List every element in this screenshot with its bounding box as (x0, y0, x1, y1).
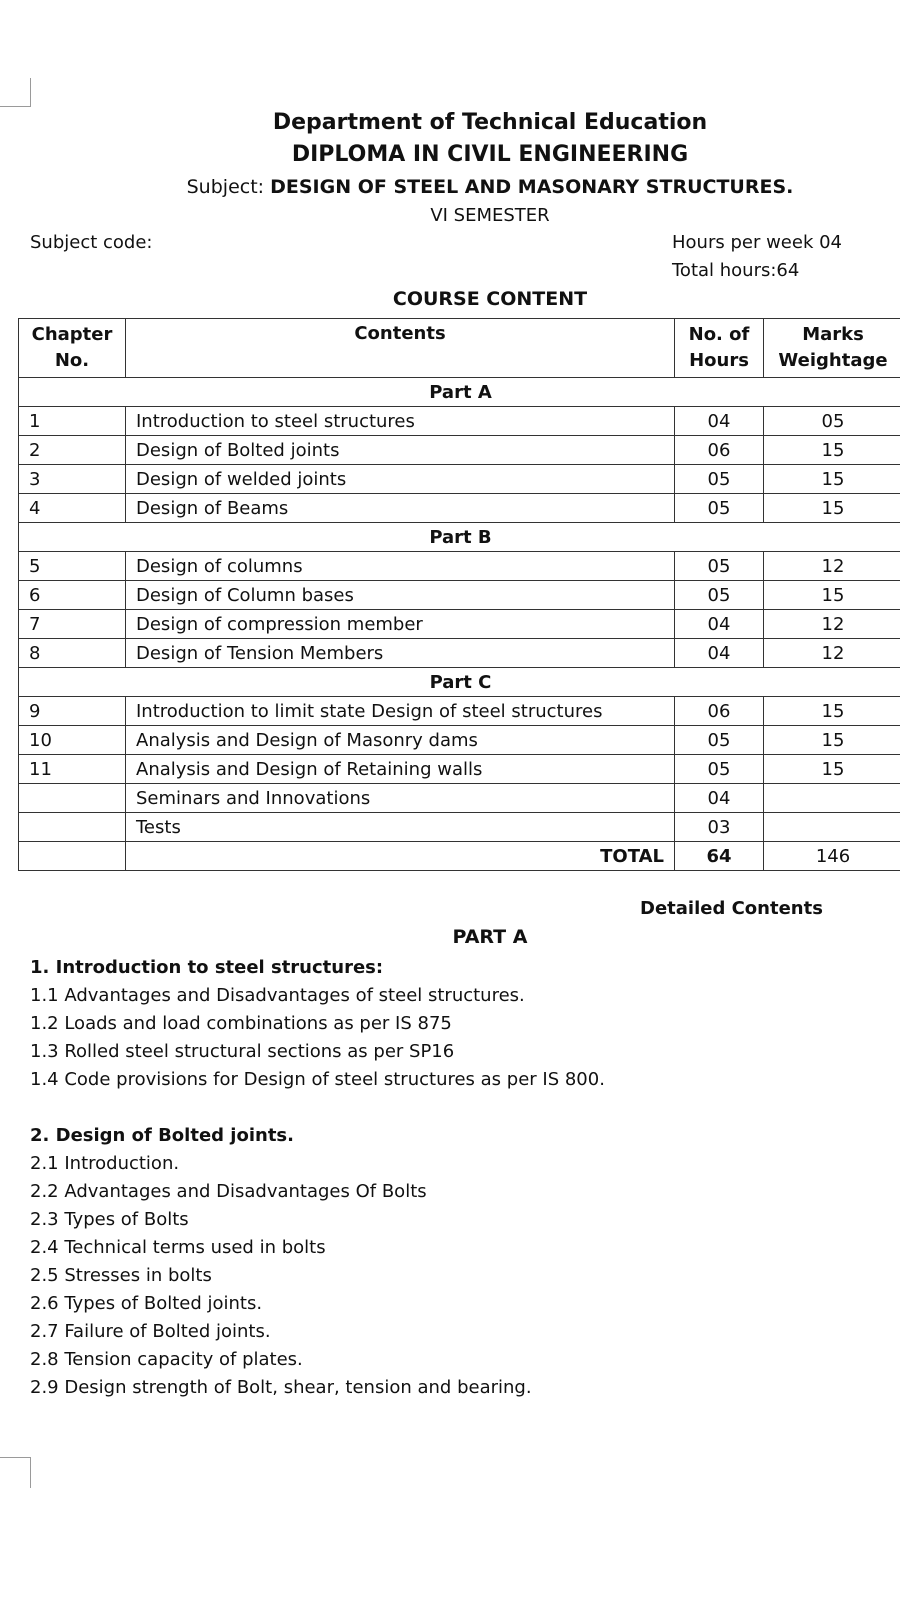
cell-chapter: 3 (19, 465, 126, 494)
cell-content: Design of Bolted joints (126, 436, 675, 465)
cell-content: Seminars and Innovations (126, 784, 675, 813)
cell-content: Design of compression member (126, 610, 675, 639)
header-contents: Contents (126, 319, 675, 378)
course-content-title: COURSE CONTENT (392, 288, 588, 310)
subject-label: Subject: (186, 176, 265, 198)
cell-hours: 05 (675, 552, 764, 581)
cell-content: Analysis and Design of Retaining walls (126, 755, 675, 784)
cell-marks: 15 (764, 465, 900, 494)
cell-marks: 12 (764, 552, 900, 581)
section-item: 2.3 Types of Bolts (30, 1209, 189, 1230)
cell-marks: 12 (764, 639, 900, 668)
cell-hours: 05 (675, 465, 764, 494)
section-item: 2.6 Types of Bolted joints. (30, 1293, 263, 1314)
table-row (19, 552, 900, 581)
table-row (19, 697, 900, 726)
total-hours-cell: 64 (675, 842, 764, 871)
cell-content: Design of columns (126, 552, 675, 581)
part-b-row: Part B (19, 523, 900, 552)
cell-content: Design of Column bases (126, 581, 675, 610)
cell-hours: 05 (675, 755, 764, 784)
cell-marks: 15 (764, 697, 900, 726)
page-corner-mark-top (0, 78, 31, 107)
table-row (19, 784, 900, 813)
cell-content: Introduction to limit state Design of steel structures (126, 697, 675, 726)
cell-chapter: 10 (19, 726, 126, 755)
cell-marks: 15 (764, 581, 900, 610)
cell-chapter: 7 (19, 610, 126, 639)
section-item: 2.8 Tension capacity of plates. (30, 1349, 303, 1370)
table-row (19, 755, 900, 784)
table-row (19, 639, 900, 668)
cell-content: Analysis and Design of Masonry dams (126, 726, 675, 755)
cell-marks: 15 (764, 494, 900, 523)
header-marks-weightage: Marks Weightage (764, 319, 900, 378)
section-item: 1.3 Rolled steel structural sections as per SP16 (30, 1041, 455, 1062)
hours-per-week: Hours per week 04 (672, 232, 842, 253)
part-a-row: Part A (19, 378, 900, 407)
page-corner-mark-bottom (0, 1457, 31, 1488)
cell-hours: 05 (675, 494, 764, 523)
detailed-contents-title: Detailed Contents (640, 898, 823, 919)
cell-content: Introduction to steel structures (126, 407, 675, 436)
table-row (19, 610, 900, 639)
cell-content: Design of Beams (126, 494, 675, 523)
cell-hours: 05 (675, 581, 764, 610)
cell-chapter: 2 (19, 436, 126, 465)
cell-content: Design of welded joints (126, 465, 675, 494)
part-c-row: Part C (19, 668, 900, 697)
section-item: 1.2 Loads and load combinations as per IS 875 (30, 1013, 452, 1034)
section-item: 2.5 Stresses in bolts (30, 1265, 212, 1286)
subject-code-label: Subject code: (30, 232, 153, 253)
cell-marks: 05 (764, 407, 900, 436)
cell-marks: 12 (764, 610, 900, 639)
cell-hours: 06 (675, 697, 764, 726)
cell-hours: 04 (675, 784, 764, 813)
header-hours: No. of Hours (675, 319, 764, 378)
cell-hours: 06 (675, 436, 764, 465)
table-row (19, 436, 900, 465)
section-item: 2.4 Technical terms used in bolts (30, 1237, 326, 1258)
cell-hours: 04 (675, 407, 764, 436)
table-header-row (19, 319, 900, 378)
cell-content: Design of Tension Members (126, 639, 675, 668)
cell-marks (764, 784, 900, 813)
cell-chapter: 1 (19, 407, 126, 436)
section-item: 2.1 Introduction. (30, 1153, 180, 1174)
total-hours: Total hours:64 (672, 260, 800, 281)
cell-chapter (19, 813, 126, 842)
detailed-section-1 (30, 954, 605, 1094)
cell-chapter: 6 (19, 581, 126, 610)
table-row (19, 726, 900, 755)
cell-chapter: 9 (19, 697, 126, 726)
detailed-part-title: PART A (452, 926, 528, 948)
cell-marks: 15 (764, 755, 900, 784)
cell-content: Tests (126, 813, 675, 842)
table-row (19, 407, 900, 436)
subject-name: DESIGN OF STEEL AND MASONARY STRUCTURES. (270, 176, 794, 198)
total-marks-cell: 146 (764, 842, 900, 871)
section-item: 1.4 Code provisions for Design of steel structures as per IS 800. (30, 1069, 605, 1090)
section-item: 2.7 Failure of Bolted joints. (30, 1321, 271, 1342)
total-label: TOTAL (126, 842, 675, 871)
cell-marks (764, 813, 900, 842)
table-row (19, 494, 900, 523)
subject-line (0, 176, 900, 198)
department-title: Department of Technical Education (272, 110, 708, 135)
cell-hours: 05 (675, 726, 764, 755)
table-row (19, 813, 900, 842)
cell-chapter: 4 (19, 494, 126, 523)
total-row (19, 842, 900, 871)
header-chapter-no: Chapter No. (19, 319, 126, 378)
section-item: 2.9 Design strength of Bolt, shear, tension and bearing. (30, 1377, 532, 1398)
section-heading: 1. Introduction to steel structures: (30, 957, 384, 978)
cell-chapter: 5 (19, 552, 126, 581)
cell-hours: 03 (675, 813, 764, 842)
program-title: DIPLOMA IN CIVIL ENGINEERING (291, 142, 689, 167)
cell-chapter (19, 784, 126, 813)
cell-chapter: 11 (19, 755, 126, 784)
cell-marks: 15 (764, 726, 900, 755)
detailed-section-2 (30, 1122, 532, 1402)
table-row (19, 465, 900, 494)
semester: VI SEMESTER (430, 205, 550, 226)
section-item: 1.1 Advantages and Disadvantages of steel structures. (30, 985, 525, 1006)
cell-hours: 04 (675, 610, 764, 639)
cell-chapter: 8 (19, 639, 126, 668)
table-row (19, 581, 900, 610)
section-item: 2.2 Advantages and Disadvantages Of Bolts (30, 1181, 427, 1202)
section-heading: 2. Design of Bolted joints. (30, 1125, 294, 1146)
cell-hours: 04 (675, 639, 764, 668)
course-content-table (18, 318, 900, 871)
cell-marks: 15 (764, 436, 900, 465)
